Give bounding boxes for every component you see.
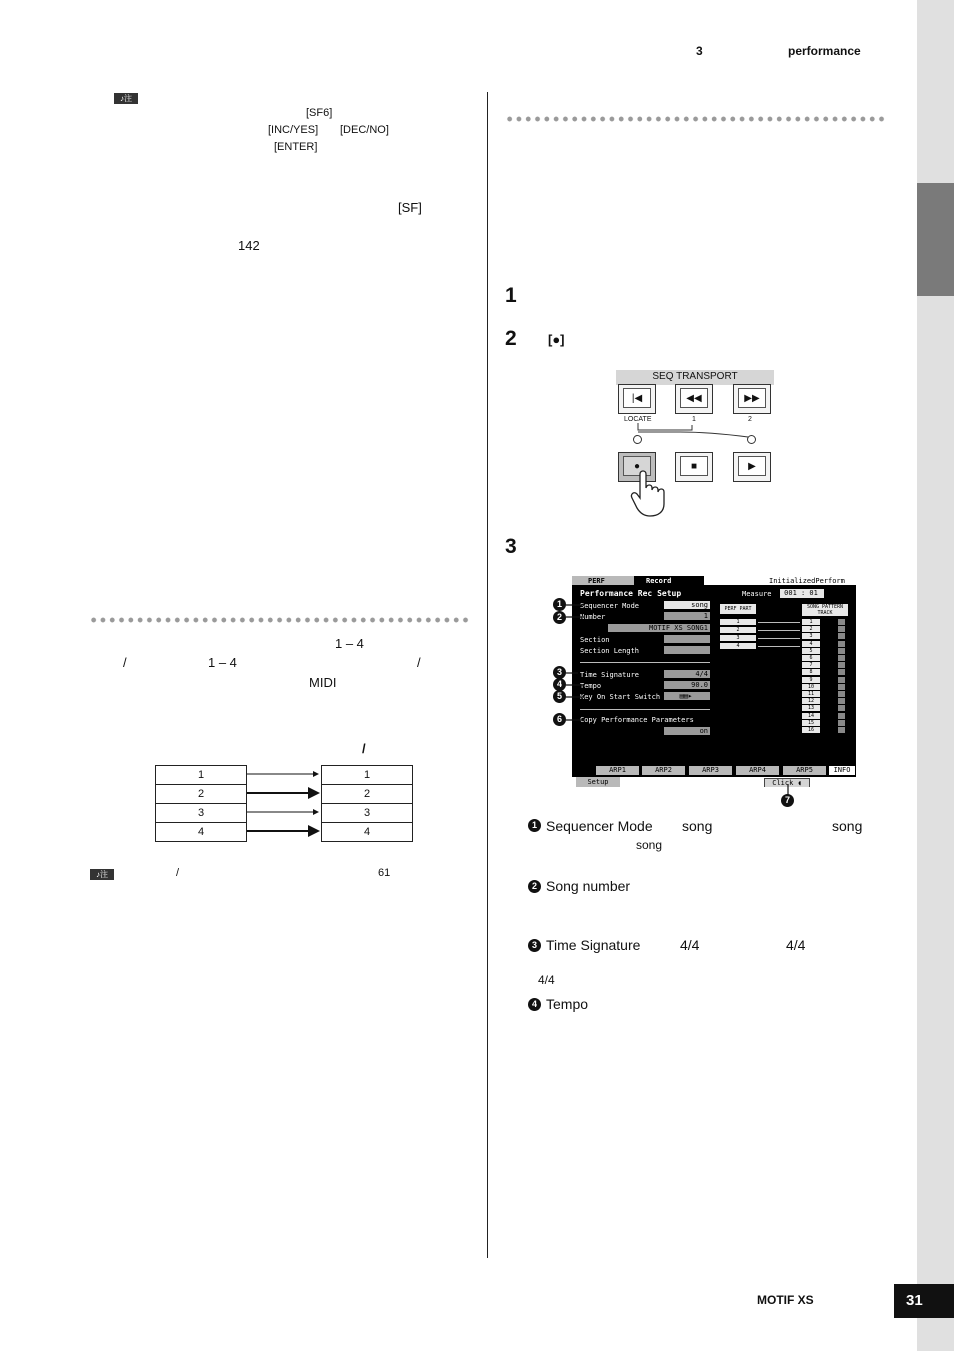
lcd-track-number: 6 (802, 655, 820, 661)
lcd-track-toggle[interactable] (838, 626, 845, 632)
lcd-track-toggle[interactable] (838, 691, 845, 697)
lcd-song-track-header (802, 604, 848, 616)
table-row (156, 785, 247, 804)
lcd-tempo-label: Tempo (580, 682, 602, 690)
para-midi: MIDI (309, 675, 337, 690)
lcd-number-value[interactable]: 1 (664, 612, 710, 620)
lcd-copy-params-value[interactable]: on (664, 727, 710, 735)
lcd-tab-info[interactable]: INFO (829, 766, 855, 775)
para-slash1: / (123, 655, 127, 670)
lcd-measure-label: Measure (742, 590, 772, 598)
note-sf6: [SF6] (306, 107, 333, 119)
speaker-icon: ◖ (797, 779, 802, 787)
para-slash2: / (417, 655, 421, 670)
note-inc: [INC/YES] (268, 124, 319, 136)
lcd-section-label: Section (580, 636, 610, 644)
callout-4: 4 (553, 678, 566, 691)
lcd-setup-tab[interactable]: Setup (576, 777, 620, 787)
lcd-perf-part: 1 (720, 619, 756, 625)
forward-button-glyph: ▶▶ (738, 388, 766, 408)
lcd-tab-arp1[interactable]: ARP1 (596, 766, 639, 775)
note-enter: [ENTER] (274, 141, 318, 153)
lcd-song-name: MOTIF XS SONG1 (608, 624, 710, 632)
record-button-glyph: ● (623, 456, 651, 476)
note2-page: 61 (378, 867, 391, 879)
lcd-track-number: 7 (802, 662, 820, 668)
table-cell: 1 (156, 766, 247, 785)
lcd-route-line (758, 630, 800, 631)
reverse-button[interactable] (675, 384, 713, 414)
desc-3-number: 3 (528, 939, 541, 952)
note-icon: ♪注 (114, 93, 138, 104)
top-button-glyph: |◀ (623, 388, 651, 408)
lcd-section-value[interactable] (664, 635, 710, 643)
lcd-route-line (758, 646, 800, 647)
step-2: 2 (505, 327, 517, 350)
step-3: 3 (505, 535, 517, 558)
table-cell: 2 (156, 785, 247, 804)
lcd-perf-part: 3 (720, 635, 756, 641)
lcd-tab-arp3[interactable]: ARP3 (689, 766, 732, 775)
lcd-time-signature-label: Time Signature (580, 671, 640, 679)
note-dec: [DEC/NO] (340, 124, 389, 136)
sf-key: [SF] (398, 200, 422, 215)
lcd-track-toggle[interactable] (838, 727, 845, 733)
play-button[interactable] (733, 452, 771, 482)
table-row (322, 785, 413, 804)
table-header-slash: / (362, 741, 366, 756)
lcd-track-toggle[interactable] (838, 619, 845, 625)
lcd-track-number: 4 (802, 641, 820, 647)
para-range1: 1 – 4 (335, 636, 364, 651)
lcd-track-number: 8 (802, 669, 820, 675)
callout-3: 3 (553, 666, 566, 679)
lcd-route-line (758, 622, 800, 623)
table-row (322, 804, 413, 823)
callout-7: 7 (781, 794, 794, 807)
track-table-right (321, 765, 413, 842)
lcd-track-toggle[interactable] (838, 669, 845, 675)
lcd-page-tab: Record (646, 577, 672, 585)
locate-label: LOCATE (624, 416, 652, 423)
desc-3-value-1: 4/4 (680, 937, 700, 953)
lcd-tab-arp4[interactable]: ARP4 (736, 766, 779, 775)
forward-button[interactable] (733, 384, 771, 414)
desc-1-value-3: song (636, 838, 663, 852)
lcd-track-toggle[interactable] (838, 684, 845, 690)
locate-1-led (633, 435, 642, 444)
table-cell: 1 (322, 766, 413, 785)
desc-3-label: Time Signature (546, 937, 641, 953)
record-key-label: [●] (548, 332, 565, 347)
mapping-arrows (246, 765, 322, 843)
desc-4-label: Tempo (546, 996, 589, 1012)
reverse-button-glyph: ◀◀ (680, 388, 708, 408)
table-row (322, 766, 413, 785)
lcd-track-toggle[interactable] (838, 713, 845, 719)
table-row (156, 766, 247, 785)
lcd-track-number: 2 (802, 626, 820, 632)
lcd-perf-name: InitializedPerform (769, 577, 845, 585)
lcd-song-track-header-1: SONG PATTERN (806, 604, 844, 610)
footer-product: MOTIF XS (757, 1293, 814, 1307)
page-ref: 142 (238, 238, 260, 253)
top-button[interactable] (618, 384, 656, 414)
lcd-seq-mode-value[interactable]: song (664, 601, 710, 609)
note2-slash: / (176, 867, 180, 879)
desc-1-value-1: song (682, 818, 713, 834)
desc-1-number: 1 (528, 819, 541, 832)
desc-3-value-3: 4/4 (538, 973, 555, 987)
table-row (322, 823, 413, 842)
lcd-track-number: 5 (802, 648, 820, 654)
step-1: 1 (505, 284, 517, 307)
callout-leaders (560, 596, 620, 806)
note-icon: ♪注 (90, 869, 114, 880)
table-cell: 3 (156, 804, 247, 823)
pressing-finger-icon (630, 470, 672, 518)
desc-4-number: 4 (528, 998, 541, 1011)
lcd-number-label: Number (580, 613, 606, 621)
header-title: performance (788, 44, 861, 58)
table-cell: 3 (322, 804, 413, 823)
lcd-track-number: 14 (802, 713, 820, 719)
lcd-mode-tab: PERF (588, 577, 605, 585)
lcd-perf-part: 4 (720, 643, 756, 649)
lcd-track-toggle[interactable] (838, 720, 845, 726)
lcd-measure-value[interactable]: 001 : 01 (780, 589, 824, 598)
lcd-song-track-header-2: TRACK (817, 610, 833, 616)
section-divider-left (89, 617, 469, 623)
lcd-track-number: 10 (802, 684, 820, 690)
lcd-perf-part: 2 (720, 627, 756, 633)
table-cell: 4 (322, 823, 413, 842)
lcd-track-number: 9 (802, 677, 820, 683)
page-number: 31 (894, 1284, 954, 1318)
lcd-time-signature-value[interactable]: 4/4 (664, 670, 710, 678)
desc-2-number: 2 (528, 880, 541, 893)
lcd-key-on-start-value[interactable]: ▤▤▸ (664, 692, 710, 700)
part-table-left (155, 765, 247, 842)
lcd-track-toggle[interactable] (838, 641, 845, 647)
column-divider (487, 92, 488, 1258)
lcd-copy-params-label: Copy Performance Parameters (580, 716, 694, 724)
lcd-route-line (758, 638, 800, 639)
para-range2: 1 – 4 (208, 655, 237, 670)
stop-button[interactable] (675, 452, 713, 482)
lcd-key-on-start-label: Key On Start Switch (580, 693, 661, 701)
lcd-track-number: 15 (802, 720, 820, 726)
stop-button-glyph: ■ (680, 456, 708, 476)
lcd-seq-mode-label: Sequencer Mode (580, 602, 640, 610)
lcd-screen-title: Performance Rec Setup (580, 589, 682, 598)
lcd-track-toggle[interactable] (838, 633, 845, 639)
lcd-track-toggle[interactable] (838, 662, 845, 668)
header-chapter: 3 (696, 44, 703, 58)
callout-2: 2 (553, 611, 566, 624)
lcd-track-toggle[interactable] (838, 648, 845, 654)
seq-transport-title: SEQ TRANSPORT (616, 370, 774, 385)
lcd-tab-arp5[interactable]: ARP5 (783, 766, 826, 775)
table-cell: 4 (156, 823, 247, 842)
lcd-track-number: 12 (802, 698, 820, 704)
lcd-track-toggle[interactable] (838, 705, 845, 711)
desc-1-label: Sequencer Mode (546, 818, 653, 834)
section-divider-right (505, 116, 885, 122)
lcd-track-number: 1 (802, 619, 820, 625)
lcd-section-length-label: Section Length (580, 647, 640, 655)
lcd-track-number: 3 (802, 633, 820, 639)
desc-1-value-2: song (832, 818, 863, 834)
callout-6: 6 (553, 713, 566, 726)
lcd-click-label: Click (772, 779, 794, 787)
table-cell: 2 (322, 785, 413, 804)
lcd-tab-arp2[interactable]: ARP2 (642, 766, 685, 775)
locate-1-label: 1 (692, 416, 696, 423)
lcd-track-toggle[interactable] (838, 698, 845, 704)
lcd-perf-part-header: PERF PART (720, 604, 756, 614)
desc-3-value-2: 4/4 (786, 937, 806, 953)
locate-2-led (747, 435, 756, 444)
lcd-track-number: 13 (802, 705, 820, 711)
chapter-thumb-tab (917, 183, 954, 296)
play-button-glyph: ▶ (738, 456, 766, 476)
lcd-tempo-value[interactable]: 90.0 (664, 681, 710, 689)
lcd-track-toggle[interactable] (838, 677, 845, 683)
callout-1: 1 (553, 598, 566, 611)
lcd-section-length-value[interactable] (664, 646, 710, 654)
lcd-track-number: 11 (802, 691, 820, 697)
lcd-track-number: 16 (802, 727, 820, 733)
lcd-track-toggle[interactable] (838, 655, 845, 661)
locate-2-label: 2 (748, 416, 752, 423)
callout-5: 5 (553, 690, 566, 703)
table-row (156, 804, 247, 823)
desc-2-label: Song number (546, 878, 631, 894)
table-row (156, 823, 247, 842)
